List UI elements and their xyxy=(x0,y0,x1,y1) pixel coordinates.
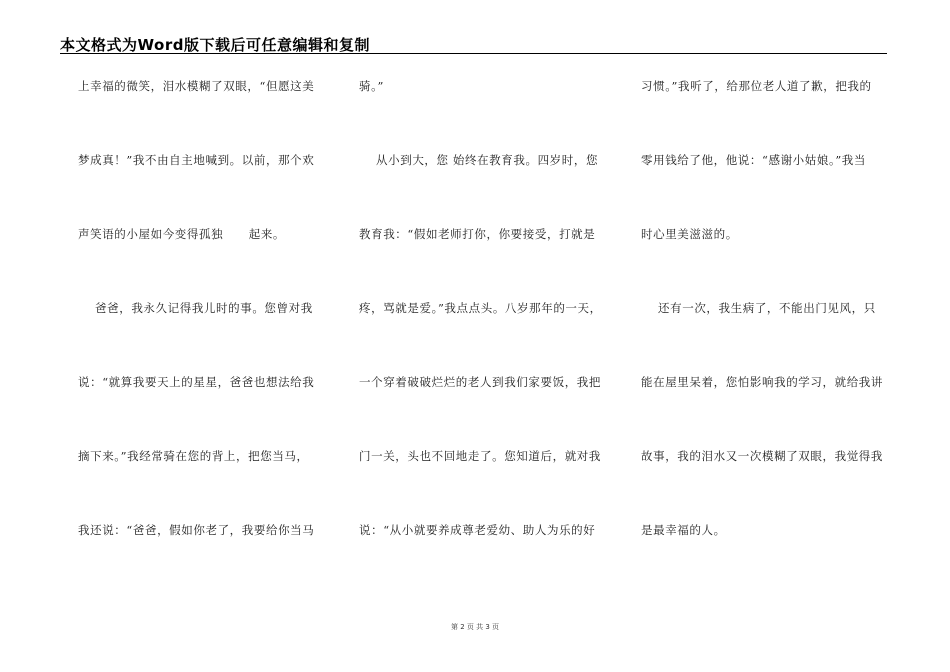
text-line: 说：“从小就要养成尊老爱幼、助人为乐的好 xyxy=(359,523,596,537)
document-header-title: 本文格式为Word版下载后可任意编辑和复制 xyxy=(60,36,370,54)
text-line: 教育我：“假如老师打你，你要接受，打就是 xyxy=(359,227,596,241)
text-column-3 xyxy=(641,74,891,592)
text-line: 上幸福的微笑，泪水模糊了双眼，“但愿这美 xyxy=(78,79,315,93)
page-number-footer: 第 2 页 共 3 页 xyxy=(450,623,500,631)
text-line: 是最幸福的人。 xyxy=(641,523,726,537)
text-line: 零用钱给了他，他说：“感谢小姑娘。”我当 xyxy=(641,153,867,167)
text-line: 故事，我的泪水又一次模糊了双眼，我觉得我 xyxy=(641,449,883,463)
text-line: 声笑语的小屋如今变得孤独 起来。 xyxy=(78,227,286,241)
text-line: 说：“就算我要天上的星星，爸爸也想法给我 xyxy=(78,375,315,389)
text-line: 还有一次，我生病了，不能出门见风，只 xyxy=(641,301,876,315)
text-line: 时心里美滋滋的。 xyxy=(641,227,738,241)
header-divider xyxy=(60,53,887,54)
text-line: 爸爸，我永久记得我儿时的事。您曾对我 xyxy=(78,301,313,315)
text-column-1 xyxy=(78,74,328,592)
text-line: 骑。” xyxy=(359,79,384,93)
text-column-2 xyxy=(359,74,609,592)
text-line: 习惯。”我听了，给那位老人道了歉，把我的 xyxy=(641,79,872,93)
text-line: 门一关，头也不回地走了。您知道后，就对我 xyxy=(359,449,601,463)
text-line: 摘下来。”我经常骑在您的背上，把您当马， xyxy=(78,449,309,463)
text-line: 一个穿着破破烂烂的老人到我们家要饭，我把 xyxy=(359,375,601,389)
text-line: 能在屋里呆着，您怕影响我的学习，就给我讲 xyxy=(641,375,883,389)
text-line: 从小到大，您 始终在教育我。四岁时，您 xyxy=(359,153,599,167)
text-line: 我还说：“爸爸，假如你老了，我要给你当马 xyxy=(78,523,315,537)
text-line: 疼，骂就是爱。”我点点头。八岁那年的一天， xyxy=(359,301,602,315)
text-line: 梦成真！”我不由自主地喊到。以前，那个欢 xyxy=(78,153,315,167)
